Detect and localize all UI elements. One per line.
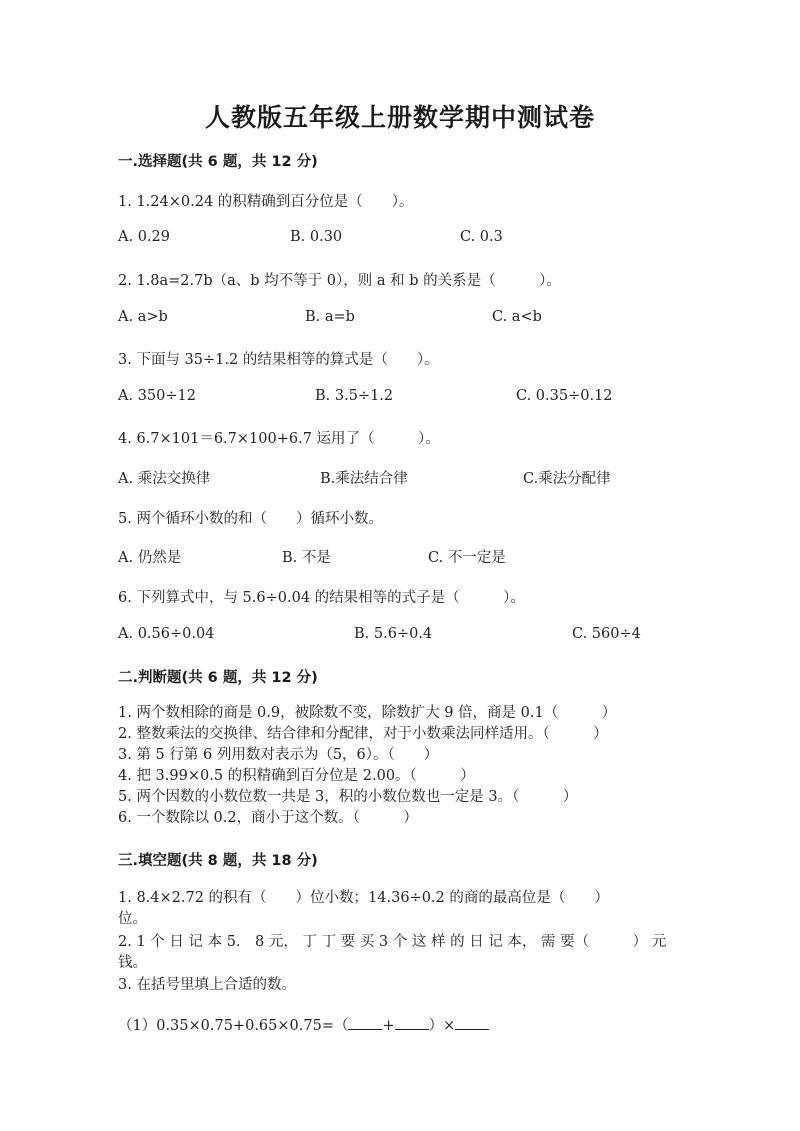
option-b: B. 不是 [282,550,331,566]
plus-sign: + [382,1018,395,1034]
question-text: 1. 1.24×0.24 的积精确到百分位是（ ）。 [118,194,414,210]
answer-blank[interactable] [348,1015,382,1030]
section-heading-true-false: 二.判断题(共 6 题，共 12 分) [118,670,318,686]
question-text: 2. 1.8a=2.7b（a、b 均不等于 0），则 a 和 b 的关系是（ ）。 [118,273,561,289]
option-a: A. a>b [118,309,168,325]
question-text: 5. 两个循环小数的和（ ）循环小数。 [118,511,383,527]
judgment-item: 4. 把 3.99×0.5 的积精确到百分位是 2.00。（ ） [118,768,475,784]
fill-question-3-sub1 [118,1014,489,1035]
option-a: A. 350÷12 [118,388,196,404]
option-c: C. 560÷4 [572,626,641,642]
fill-question-1-line1: 1. 8.4×2.72 的积有（ ）位小数；14.36÷0.2 的商的最高位是（ ） [118,890,609,906]
option-a: A. 0.29 [118,229,170,245]
fill-question-3: 3. 在括号里填上合适的数。 [118,977,296,993]
option-a: A. 仍然是 [118,550,182,566]
option-b: B.乘法结合律 [320,471,408,487]
section-heading-fill-blank: 三.填空题(共 8 题，共 18 分) [118,853,318,869]
fill-question-1-line2: 位。 [118,911,147,927]
option-b: B. 5.6÷0.4 [354,626,433,642]
option-c: C. 0.35÷0.12 [516,388,613,404]
option-a: A. 0.56÷0.04 [118,626,215,642]
judgment-item: 5. 两个因数的小数位数一共是 3，积的小数位数也一定是 3。（ ） [118,789,578,805]
expression-prefix: （1）0.35×0.75+0.65×0.75=（ [118,1018,349,1034]
judgment-item: 1. 两个数相除的商是 0.9，被除数不变，除数扩大 9 倍，商是 0.1（ ） [118,705,617,721]
judgment-item: 2. 整数乘法的交换律、结合律和分配律，对于小数乘法同样适用。（ ） [118,726,608,742]
option-b: B. 3.5÷1.2 [315,388,394,404]
option-b: B. 0.30 [290,229,343,245]
expression-middle: ）× [428,1018,456,1034]
judgment-item: 3. 第 5 行第 6 列用数对表示为（5，6）。（ ） [118,747,439,763]
section-heading-choice: 一.选择题(共 6 题，共 12 分) [118,154,318,170]
option-c: C.乘法分配律 [523,471,611,487]
option-c: C. 0.3 [460,229,503,245]
option-c: C. a<b [492,309,542,325]
option-b: B. a=b [305,309,355,325]
question-text: 6. 下列算式中，与 5.6÷0.04 的结果相等的式子是（ ）。 [118,590,525,606]
fill-question-2-line2: 钱。 [118,955,147,971]
answer-blank[interactable] [395,1015,429,1030]
question-text: 3. 下面与 35÷1.2 的结果相等的算式是（ ）。 [118,352,439,368]
question-text: 4. 6.7×101＝6.7×100+6.7 运用了（ ）。 [118,431,440,447]
page-title: 人教版五年级上册数学期中测试卷 [204,103,595,132]
judgment-item: 6. 一个数除以 0.2，商小于这个数。（ ） [118,810,418,826]
answer-blank[interactable] [455,1015,489,1030]
option-a: A. 乘法交换律 [118,471,211,487]
option-c: C. 不一定是 [428,550,506,566]
fill-question-2-line1: 2. 1 个 日 记 本 5． 8 元， 丁 丁 要 买 3 个 这 样 的 日 记 本， 需 要（ ） 元 [118,934,667,950]
